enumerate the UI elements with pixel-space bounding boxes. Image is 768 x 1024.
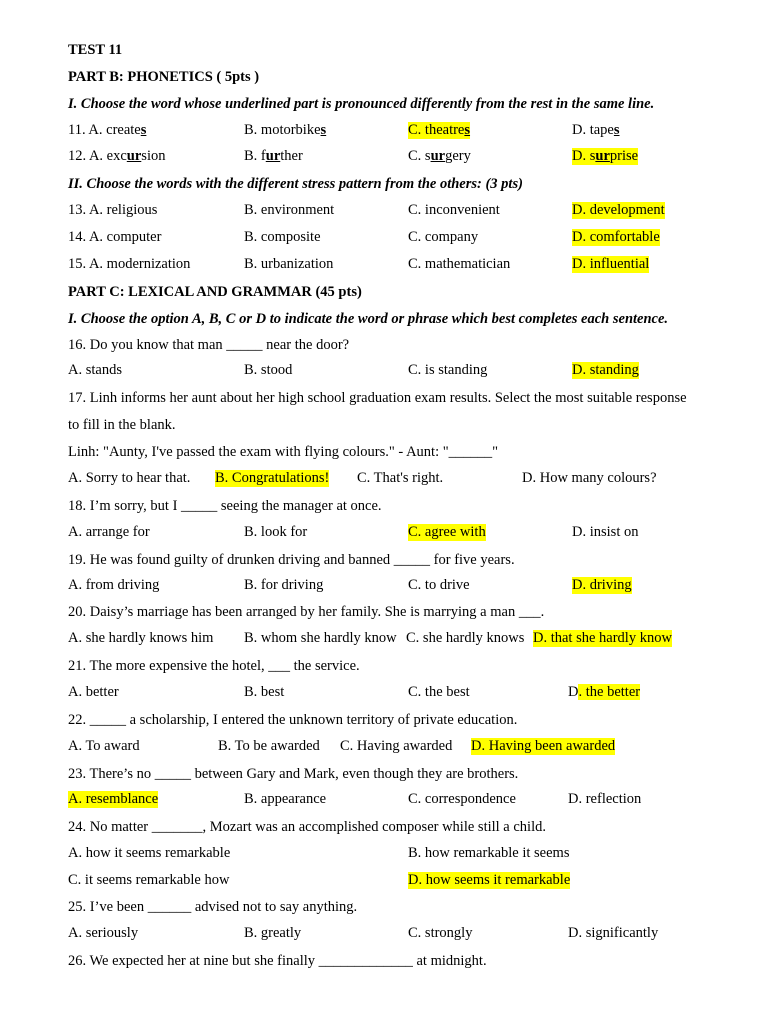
q22-option-a: A. To award xyxy=(68,738,140,754)
q21-option-d: D. the better xyxy=(568,684,641,700)
q17-stem-line-2: to fill in the blank. xyxy=(68,417,176,433)
q25-option-b: B. greatly xyxy=(244,925,302,941)
q11-option-c: C. theatres xyxy=(408,122,471,138)
q19-option-d: D. driving xyxy=(572,577,632,593)
q14-option-c: C. company xyxy=(408,229,479,245)
q14-option-b: B. composite xyxy=(244,229,321,245)
part-c-heading: PART C: LEXICAL AND GRAMMAR (45 pts) xyxy=(68,284,362,300)
q24-option-b: B. how remarkable it seems xyxy=(408,845,570,861)
q26-stem: 26. We expected her at nine but she finally _____________ at midnight. xyxy=(68,953,487,969)
q17-option-d: D. How many colours? xyxy=(522,470,657,486)
q19-stem: 19. He was found guilty of drunken driving and banned _____ for five years. xyxy=(68,552,515,568)
q22-option-d: D. Having been awarded xyxy=(471,738,616,754)
q25-option-d: D. significantly xyxy=(568,925,659,941)
q15-option-b: B. urbanization xyxy=(244,256,334,272)
q11-option-b: B. motorbikes xyxy=(244,122,327,138)
q22-option-c: C. Having awarded xyxy=(340,738,453,754)
q22-option-b: B. To be awarded xyxy=(218,738,320,754)
q14-option-d: D. comfortable xyxy=(572,229,660,245)
q21-option-c: C. the best xyxy=(408,684,470,700)
part-b-heading: PART B: PHONETICS ( 5pts ) xyxy=(68,69,260,85)
q19-option-a: A. from driving xyxy=(68,577,160,593)
q15-option-c: C. mathematician xyxy=(408,256,511,272)
q17-option-c: C. That's right. xyxy=(357,470,444,486)
q24-stem: 24. No matter _______, Mozart was an accomplished composer while still a child. xyxy=(68,819,546,835)
q12-option-d: D. surprise xyxy=(572,148,639,164)
q23-stem: 23. There’s no _____ between Gary and Mark, even though they are brothers. xyxy=(68,766,519,782)
q12-option-b: B. further xyxy=(244,148,303,164)
q16-option-c: C. is standing xyxy=(408,362,488,378)
q18-option-d: D. insist on xyxy=(572,524,639,540)
part-b-instruction-1: I. Choose the word whose underlined part is pronounced differently from the rest in the same line. xyxy=(68,96,655,112)
q18-stem: 18. I’m sorry, but I _____ seeing the manager at once. xyxy=(68,498,382,514)
q20-option-d: D. that she hardly know xyxy=(533,630,672,646)
test-title: TEST 11 xyxy=(68,42,123,58)
q16-option-a: A. stands xyxy=(68,362,122,378)
q21-stem: 21. The more expensive the hotel, ___ the service. xyxy=(68,658,360,674)
q17-dialog: Linh: "Aunty, I've passed the exam with flying colours." - Aunt: "______" xyxy=(68,444,499,460)
q20-option-b: B. whom she hardly know xyxy=(244,630,397,646)
q25-option-c: C. strongly xyxy=(408,925,473,941)
q12-option-a: 12. A. excursion xyxy=(68,148,166,164)
q22-stem: 22. _____ a scholarship, I entered the unknown territory of private education. xyxy=(68,712,518,728)
q20-option-a: A. she hardly knows him xyxy=(68,630,214,646)
q20-option-c: C. she hardly knows xyxy=(406,630,525,646)
q14-option-a: 14. A. computer xyxy=(68,229,162,245)
part-c-instruction: I. Choose the option A, B, C or D to indicate the word or phrase which best completes each sentence. xyxy=(68,311,669,327)
q16-stem: 16. Do you know that man _____ near the door? xyxy=(68,337,350,353)
q13-option-d: D. development xyxy=(572,202,665,218)
q23-option-c: C. correspondence xyxy=(408,791,516,807)
q19-option-b: B. for driving xyxy=(244,577,324,593)
q23-option-d: D. reflection xyxy=(568,791,642,807)
q24-option-d: D. how seems it remarkable xyxy=(408,872,571,888)
q16-option-b: B. stood xyxy=(244,362,293,378)
q21-option-b: B. best xyxy=(244,684,285,700)
q13-option-b: B. environment xyxy=(244,202,335,218)
q20-stem: 20. Daisy’s marriage has been arranged by her family. She is marrying a man ___. xyxy=(68,604,545,620)
q17-option-b: B. Congratulations! xyxy=(215,470,330,486)
q13-option-c: C. inconvenient xyxy=(408,202,500,218)
q11-option-a: 11. A. creates xyxy=(68,122,147,138)
q24-option-a: A. how it seems remarkable xyxy=(68,845,231,861)
q15-option-d: D. influential xyxy=(572,256,650,272)
q24-option-c: C. it seems remarkable how xyxy=(68,872,230,888)
part-b-instruction-2: II. Choose the words with the different stress pattern from the others: (3 pts) xyxy=(68,176,523,192)
q15-option-a: 15. A. modernization xyxy=(68,256,191,272)
q11-option-d: D. tapes xyxy=(572,122,620,138)
q19-option-c: C. to drive xyxy=(408,577,470,593)
q18-option-c: C. agree with xyxy=(408,524,486,540)
q18-option-a: A. arrange for xyxy=(68,524,150,540)
q21-option-a: A. better xyxy=(68,684,119,700)
q25-stem: 25. I’ve been ______ advised not to say anything. xyxy=(68,899,358,915)
q23-option-a: A. resemblance xyxy=(68,791,159,807)
q18-option-b: B. look for xyxy=(244,524,308,540)
q23-option-b: B. appearance xyxy=(244,791,327,807)
q25-option-a: A. seriously xyxy=(68,925,139,941)
q12-option-c: C. surgery xyxy=(408,148,471,164)
q17-option-a: A. Sorry to hear that. xyxy=(68,470,191,486)
q16-option-d: D. standing xyxy=(572,362,639,378)
q13-option-a: 13. A. religious xyxy=(68,202,158,218)
q17-stem-line-1: 17. Linh informs her aunt about her high school graduation exam results. Select the most suitable response xyxy=(68,390,687,406)
